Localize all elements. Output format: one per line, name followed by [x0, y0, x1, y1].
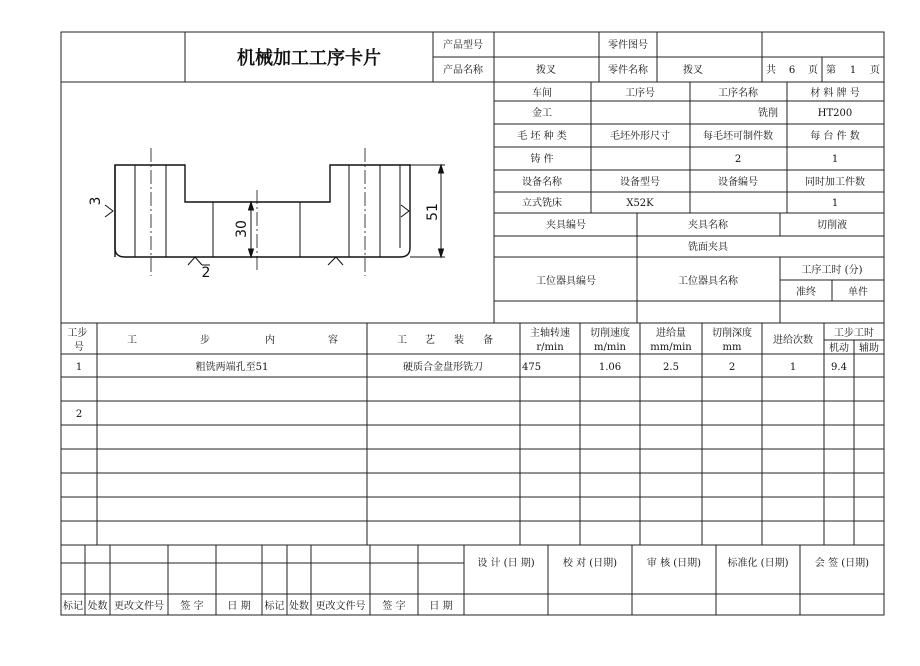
total-pages-unit: 页: [808, 65, 818, 76]
col-step-no-line2: 号: [74, 342, 84, 353]
blank-type-label: 毛 坯 种 类: [517, 131, 567, 142]
cell-passes: 1: [789, 362, 797, 373]
workshop-value: 金工: [532, 108, 552, 119]
col-passes: 进给次数: [773, 335, 813, 346]
col-equipment-char-4: 备: [483, 335, 493, 346]
station-tool-no-label: 工位器具编号: [536, 276, 596, 287]
design-date-label: 设 计 (日 期): [477, 558, 535, 569]
product-model-label: 产品型号: [443, 40, 483, 51]
blank-size-label: 毛坯外形尺寸: [610, 131, 670, 142]
part-drawing: [88, 148, 445, 281]
steps-table-header: [67, 326, 879, 354]
parts-per-unit-label: 每 台 件 数: [810, 131, 860, 142]
material-label: 材 料 牌 号: [810, 88, 860, 99]
process-no-label: 工序号: [625, 88, 655, 99]
check-date-label: 校 对 (日期): [562, 558, 618, 569]
page-unit: 页: [870, 65, 880, 76]
cell-depth: 2: [728, 362, 736, 373]
revision-label: 日 期: [429, 601, 453, 612]
standard-date-label: 标准化 (日期): [727, 558, 789, 569]
section-lines: [135, 165, 445, 257]
col-depth-unit: mm: [722, 342, 742, 353]
revision-label: 处数: [87, 601, 108, 612]
cell-no: 2: [75, 409, 83, 420]
revision-label: 签 字: [382, 601, 406, 612]
fixture-no-label: 夹具编号: [546, 220, 586, 231]
revision-labels: [63, 599, 453, 612]
card-title: 机械加工工序卡片: [237, 48, 381, 69]
simultaneous-parts-value: 1: [831, 198, 839, 209]
col-content-char-3: 内: [265, 335, 275, 346]
col-equipment-char-3: 装: [454, 335, 464, 346]
equipment-no-label: 设备编号: [718, 177, 758, 188]
revision-label: 更改文件号: [315, 601, 366, 612]
fixture-name-label: 夹具名称: [688, 220, 728, 231]
part-name-label: 零件名称: [608, 65, 648, 76]
material-value: HT200: [817, 108, 853, 119]
col-aux-time: 辅助: [859, 343, 879, 354]
col-equipment-char-2: 艺: [425, 335, 435, 346]
cell-machine-time: 9.4: [831, 362, 847, 373]
review-date-label: 审 核 (日期): [646, 558, 702, 569]
revision-label: 处数: [289, 601, 309, 612]
equipment-name-label: 设备名称: [522, 177, 562, 188]
col-content-char-4: 容: [328, 335, 338, 346]
parts-per-unit-value: 1: [831, 154, 839, 165]
col-spindle-unit: r/min: [536, 342, 564, 353]
col-step-no: [67, 326, 90, 353]
parts-per-blank-value: 2: [734, 154, 742, 165]
steps-table-rows: [76, 360, 847, 420]
prep-end-label: 准终: [796, 287, 816, 298]
equipment-name-value: 立式铣床: [522, 198, 562, 209]
roughness-3-label: 3: [88, 196, 104, 206]
blank-type-value: 铸 件: [530, 154, 554, 165]
station-tool-name-label: 工位器具名称: [678, 276, 738, 287]
revision-label: 标记: [264, 601, 285, 612]
col-feed-unit: mm/min: [650, 342, 692, 353]
dimension-30-label: 30: [234, 220, 250, 238]
page-number: 1: [849, 65, 857, 76]
revision-label: 日 期: [227, 601, 251, 612]
cell-content: 粗铣两端孔至51: [195, 362, 269, 373]
revision-label: 更改文件号: [114, 601, 164, 612]
cell-equipment: 硬质合金盘形铣刀: [403, 362, 483, 373]
revision-label: 标记: [63, 601, 83, 612]
product-name-value: 拨叉: [536, 65, 556, 76]
col-equipment-char-1: 工: [397, 335, 407, 346]
unit-time-label: 单件: [848, 287, 868, 298]
table-row: [76, 360, 847, 373]
col-step-no-line1: 工步: [67, 328, 88, 339]
total-pages-prefix: 共: [766, 65, 776, 76]
cell-spindle: 475: [522, 362, 542, 373]
dimension-51-label: 51: [425, 203, 441, 221]
col-content-char-2: 步: [200, 335, 210, 346]
part-name-value: 拨叉: [683, 65, 703, 76]
col-spindle-speed: 主轴转速: [530, 328, 570, 339]
part-outline: [115, 165, 410, 257]
product-name-label: 产品名称: [443, 65, 483, 76]
revision-label: 签 字: [180, 601, 204, 612]
parts-per-blank-label: 每毛坯可制件数: [703, 131, 773, 142]
equipment-model-label: 设备型号: [620, 177, 660, 188]
process-time-label: 工序工时 (分): [801, 265, 863, 276]
roughness-2-label: 2: [201, 265, 211, 281]
col-content-char-1: 工: [127, 335, 137, 346]
fixture-name-value: 铣面夹具: [688, 242, 728, 253]
part-drawing-label: 零件图号: [608, 40, 648, 51]
workshop-label: 车间: [532, 88, 552, 99]
page-prefix: 第: [826, 65, 836, 76]
equipment-model-value: X52K: [626, 198, 654, 209]
table-row: [76, 409, 82, 420]
col-cutting-speed: 切削速度: [590, 328, 630, 339]
process-name-label: 工序名称: [718, 88, 758, 99]
total-pages: 6: [788, 65, 796, 76]
cell-cutting-speed: 1.06: [598, 362, 622, 373]
process-name-value: 铣削: [758, 108, 778, 119]
col-step-time: 工步工时: [834, 328, 874, 339]
col-cutting-unit: m/min: [594, 342, 626, 353]
countersign-date-label: 会 签 (日期): [814, 558, 870, 569]
cell-no: 1: [75, 362, 83, 373]
col-machine-time: 机动: [829, 343, 849, 354]
col-depth: 切削深度: [712, 328, 752, 339]
simultaneous-parts-label: 同时加工件数: [805, 177, 865, 188]
signoff-block: [477, 556, 869, 569]
cell-feed: 2.5: [663, 362, 679, 373]
col-feed: 进给量: [656, 328, 686, 339]
coolant-label: 切削液: [817, 220, 847, 231]
grid-lines: [61, 32, 884, 615]
